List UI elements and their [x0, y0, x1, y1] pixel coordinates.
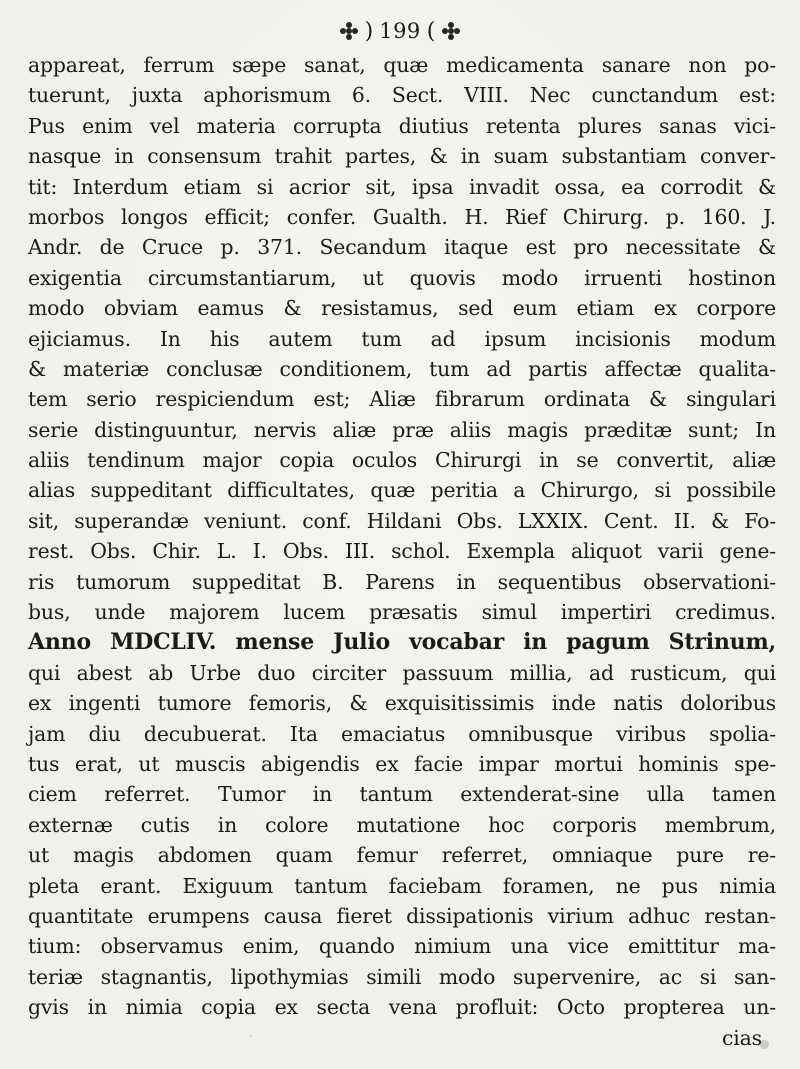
- text-line: & materiæ conclusæ conditionem, tum ad partis affectæ qualita-: [28, 356, 776, 381]
- text-line: tit: Interdum etiam si acrior sit, ipsa invadit ossa, ea corrodit &: [28, 174, 776, 199]
- page-header: [0, 14, 800, 48]
- text-line: appareat, ferrum sæpe sanat, quæ medicamenta sanare non po-: [28, 53, 776, 77]
- text-line: externæ cutis in colore mutatione hoc corporis membrum,: [28, 812, 776, 837]
- text-line: nasque in consensum trahit partes, & in suam substantiam conver-: [28, 144, 776, 169]
- flower-ornament-icon: [441, 21, 461, 41]
- text-line: morbos longos efficit; confer. Gualth. H. Rief Chirurg. p. 160. J.: [28, 204, 776, 229]
- text-line: modo obviam eamus & resistamus, sed eum etiam ex corpore: [28, 296, 776, 321]
- text-line: Andr. de Cruce p. 371. Secandum itaque est pro necessitate &: [28, 235, 776, 260]
- body-text: [28, 50, 776, 1053]
- text-line: bus, unde majorem lucem præsatis simul impertiri credimus.: [28, 600, 776, 625]
- page-number: 199: [379, 19, 421, 43]
- text-line: jam diu decubuerat. Ita emaciatus omnibusque viribus spolia-: [28, 721, 776, 746]
- text-line: tium: observamus enim, quando nimium una vice emittitur ma-: [28, 934, 776, 959]
- text-line: pleta erant. Exiguum tantum faciebam foramen, ne pus nimia: [28, 873, 776, 898]
- text-line: ejiciamus. In his autem tum ad ipsum incisionis modum: [28, 326, 776, 351]
- paper-speck: [250, 1035, 252, 1037]
- text-line: alias suppeditant difficultates, quæ peritia a Chirurgo, si possibile: [28, 478, 776, 503]
- header-paren-right: (: [426, 18, 436, 44]
- text-line: qui abest ab Urbe duo circiter passuum millia, ad rusticum, qui: [28, 660, 776, 685]
- text-line: gvis in nimia copia ex secta vena profluit: Octo propterea un-: [28, 995, 776, 1020]
- text-line: exigentia circumstantiarum, ut quovis modo irruenti hostinon: [28, 265, 776, 290]
- catchword: cias: [722, 1025, 762, 1050]
- paper-speck: [760, 1040, 769, 1049]
- text-line: serie distinguuntur, nervis aliæ præ aliis magis præditæ sunt; In: [28, 417, 776, 442]
- text-line: sit, superandæ veniunt. conf. Hildani Obs. LXXIX. Cent. II. & Fo-: [28, 508, 776, 533]
- text-line: rest. Obs. Chir. L. I. Obs. III. schol. Exempla aliquot varii gene-: [28, 539, 776, 564]
- paper-speck: [96, 730, 99, 733]
- text-line: ut magis abdomen quam femur referret, omniaque pure re-: [28, 843, 776, 868]
- text-line: Pus enim vel materia corrupta diutius retenta plures sanas vici-: [28, 113, 776, 138]
- text-line: tuerunt, juxta aphorismum 6. Sect. VIII. Nec cunctandum est:: [28, 83, 776, 108]
- text-line-heading: Anno MDCLIV. mense Julio vocabar in pagum Strinum,: [28, 629, 776, 656]
- text-line: quantitate erumpens causa fieret dissipationis virium adhuc restan-: [28, 903, 776, 928]
- header-paren-left: ): [364, 18, 374, 44]
- text-line: tus erat, ut muscis abigendis ex facie impar mortui hominis spe-: [28, 751, 776, 776]
- text-line: aliis tendinum major copia oculos Chirurgi in se convertit, aliæ: [28, 448, 776, 473]
- text-line: ciem referret. Tumor in tantum extenderat-sine ulla tamen: [28, 782, 776, 807]
- text-line: ex ingenti tumore femoris, & exquisitissimis inde natis doloribus: [28, 691, 776, 716]
- text-line: ris tumorum suppeditat B. Parens in sequentibus observationi-: [28, 569, 776, 594]
- text-line: tem serio respiciendum est; Aliæ fibrarum ordinata & singulari: [28, 387, 776, 412]
- text-line: teriæ stagnantis, lipothymias simili modo supervenire, ac si san-: [28, 964, 776, 989]
- flower-ornament-icon: [339, 21, 359, 41]
